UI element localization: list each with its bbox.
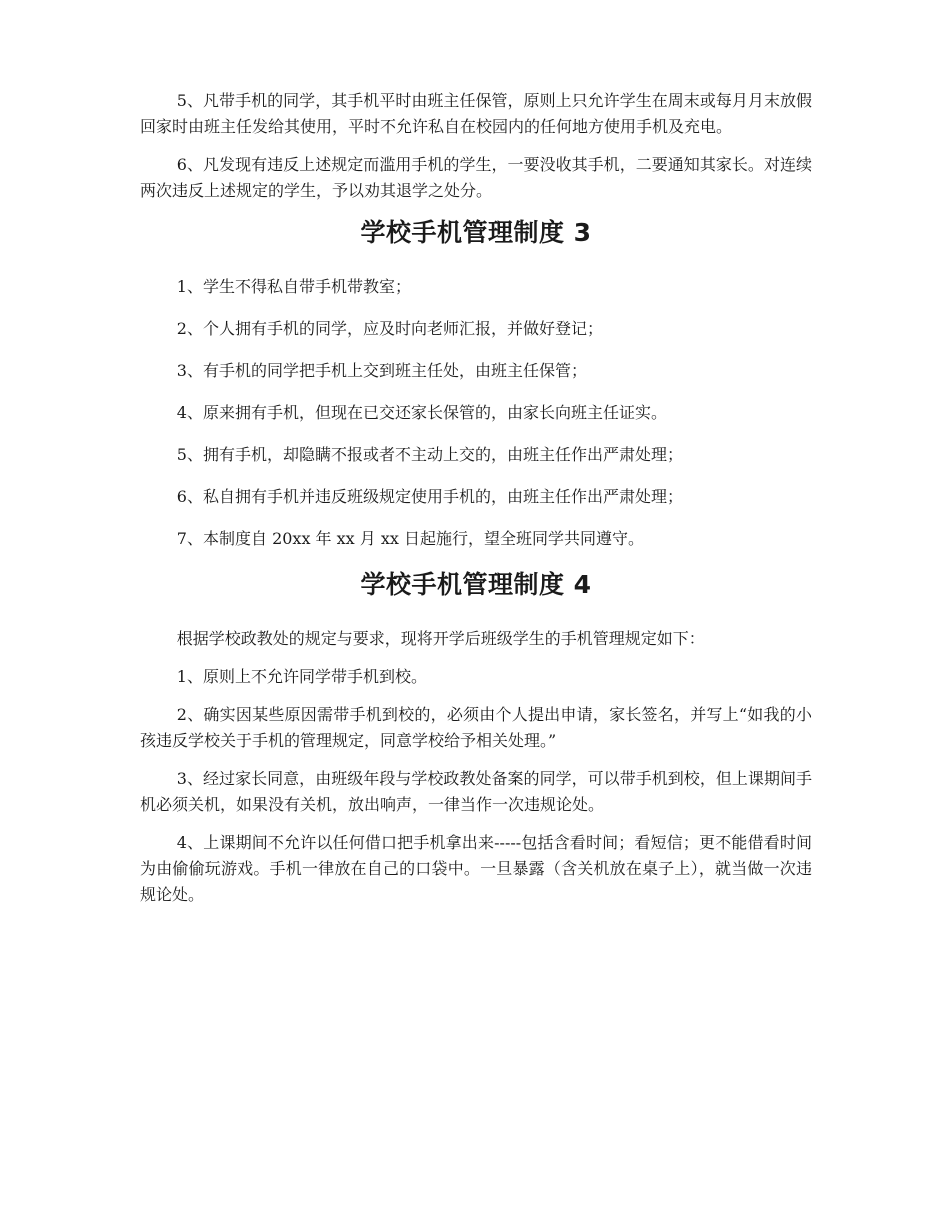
section-3-item: 2、个人拥有手机的同学，应及时向老师汇报，并做好登记； <box>176 319 603 338</box>
document-page <box>140 88 812 920</box>
section-3-item: 7、本制度自 20xx 年 xx 月 xx 日起施行，望全班同学共同遵守。 <box>176 529 644 548</box>
section-4-paragraph: 4、上课期间不允许以任何借口把手机拿出来-----包括含看时间；看短信；更不能借看时间为由偷偷玩游戏。手机一律放在自己的口袋中。一旦暴露（含关机放在桌子上），就当做一次违规论处。 <box>140 833 812 904</box>
rule-paragraph: 5、凡带手机的同学，其手机平时由班主任保管，原则上只允许学生在周末或每月月末放假回家时由班主任发给其使用，平时不允许私自在校园内的任何地方使用手机及充电。 <box>140 91 812 136</box>
rule-paragraph: 6、凡发现有违反上述规定而滥用手机的学生，一要没收其手机，二要通知其家长。对连续两次违反上述规定的学生，予以劝其退学之处分。 <box>140 155 812 200</box>
section-3-item: 1、学生不得私自带手机带教室； <box>176 277 411 296</box>
section-3-item: 5、拥有手机，却隐瞒不报或者不主动上交的，由班主任作出严肃处理； <box>176 445 683 464</box>
section-3-title: 学校手机管理制度 3 <box>360 218 592 247</box>
section-4-paragraph: 3、经过家长同意，由班级年段与学校政教处备案的同学，可以带手机到校，但上课期间手机必须关机，如果没有关机，放出响声，一律当作一次违规论处。 <box>140 769 812 814</box>
section-3-item: 6、私自拥有手机并违反班级规定使用手机的，由班主任作出严肃处理； <box>176 487 683 506</box>
section-3-item: 4、原来拥有手机，但现在已交还家长保管的，由家长向班主任证实。 <box>176 403 667 422</box>
section-4-title: 学校手机管理制度 4 <box>360 570 592 599</box>
section-4-paragraph: 2、确实因某些原因需带手机到校的，必须由个人提出申请，家长签名，并写上“如我的小孩违反学校关于手机的管理规定，同意学校给予相关处理。” <box>140 705 812 750</box>
section-4-paragraph: 1、原则上不允许同学带手机到校。 <box>176 667 427 686</box>
section-4-paragraph: 根据学校政教处的规定与要求，现将开学后班级学生的手机管理规定如下： <box>176 629 705 648</box>
section-3-item: 3、有手机的同学把手机上交到班主任处，由班主任保管； <box>176 361 587 380</box>
